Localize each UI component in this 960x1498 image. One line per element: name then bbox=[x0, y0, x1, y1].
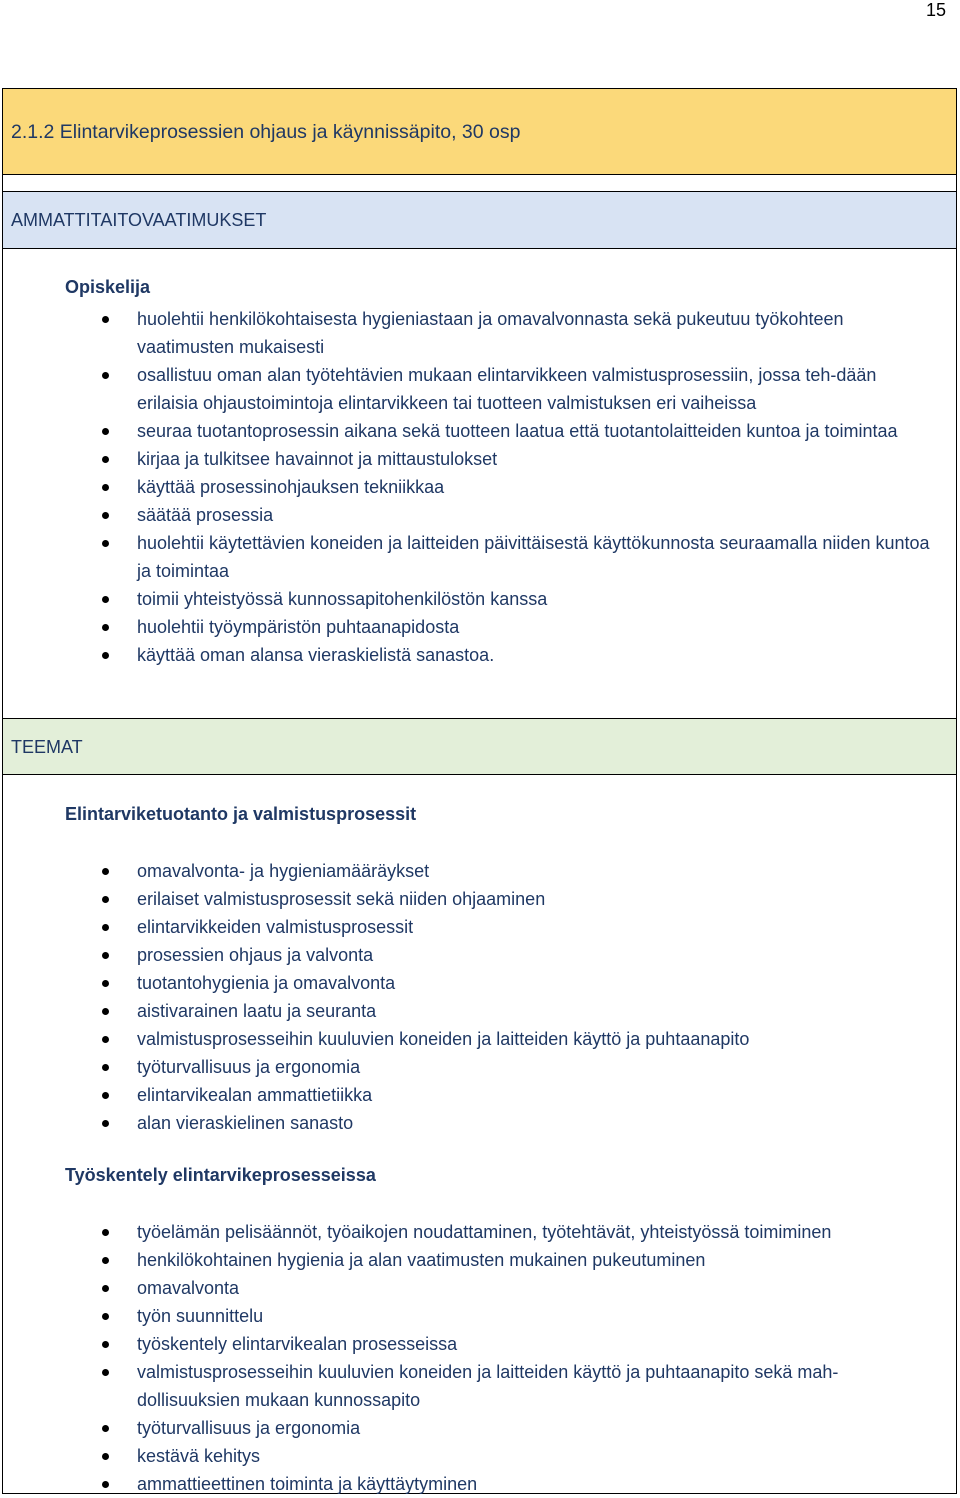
bullet-icon bbox=[102, 1229, 109, 1236]
theme-list bbox=[3, 857, 943, 1137]
list-item-text: tuotantohygienia ja omavalvonta bbox=[137, 973, 396, 993]
list-item-text: elintarvikkeiden valmistusprosessit bbox=[137, 917, 414, 937]
list-item bbox=[3, 501, 943, 529]
bullet-icon bbox=[102, 1064, 109, 1071]
skills-subject: Opiskelija bbox=[65, 277, 151, 297]
list-item-text: erilaiset valmistusprosessit sekä niiden ohjaaminen bbox=[137, 889, 546, 909]
list-item-text: huolehtii henkilökohtaisesta hygieniastaan ja omavalvonnasta sekä pukeutuu työkohteen vaatimusten mukaisesti bbox=[137, 309, 844, 357]
list-item bbox=[3, 1025, 943, 1053]
themes-header-row bbox=[3, 718, 956, 775]
list-item-text: aistivarainen laatu ja seuranta bbox=[137, 1001, 377, 1021]
list-item bbox=[3, 885, 943, 913]
bullet-icon bbox=[102, 428, 109, 435]
bullet-icon bbox=[102, 1481, 109, 1488]
list-item-text: elintarvikealan ammattietiikka bbox=[137, 1085, 373, 1105]
bullet-icon bbox=[102, 896, 109, 903]
theme-section-title: Elintarviketuotanto ja valmistusprosessit bbox=[65, 804, 417, 824]
bullet-icon bbox=[102, 924, 109, 931]
list-item-text: työturvallisuus ja ergonomia bbox=[137, 1418, 361, 1438]
list-item bbox=[3, 913, 943, 941]
list-item bbox=[3, 1109, 943, 1137]
bullet-icon bbox=[102, 484, 109, 491]
list-item-text: työn suunnittelu bbox=[137, 1306, 264, 1326]
module-title-row bbox=[3, 89, 956, 175]
list-item-text: säätää prosessia bbox=[137, 505, 274, 525]
page-number: 15 bbox=[925, 0, 946, 20]
bullet-icon bbox=[102, 952, 109, 959]
list-item-text: työturvallisuus ja ergonomia bbox=[137, 1057, 361, 1077]
list-item-text: käyttää oman alansa vieraskielistä sanastoa. bbox=[137, 645, 495, 665]
list-item-text: työelämän pelisäännöt, työaikojen noudattaminen, työtehtävät, yhteistyössä toimiminen bbox=[137, 1222, 832, 1242]
list-item-text: prosessien ohjaus ja valvonta bbox=[137, 945, 374, 965]
skills-header: AMMATTITAITOVAATIMUKSET bbox=[11, 210, 267, 230]
list-item bbox=[3, 857, 943, 885]
bullet-icon bbox=[102, 980, 109, 987]
skills-list bbox=[3, 305, 943, 669]
list-item bbox=[3, 1470, 943, 1498]
bullet-icon bbox=[102, 1369, 109, 1376]
list-item bbox=[3, 1414, 943, 1442]
list-item-text: valmistusprosesseihin kuuluvien koneiden ja laitteiden käyttö ja puhtaanapito sekä mah-dollisuuksien mukaan kunnossapito bbox=[137, 1362, 839, 1410]
list-item bbox=[3, 997, 943, 1025]
list-item-text: omavalvonta- ja hygieniamääräykset bbox=[137, 861, 430, 881]
list-item-text: käyttää prosessinohjauksen tekniikkaa bbox=[137, 477, 445, 497]
bullet-icon bbox=[102, 1120, 109, 1127]
bullet-icon bbox=[102, 456, 109, 463]
skills-header-row bbox=[3, 192, 956, 249]
list-item-text: omavalvonta bbox=[137, 1278, 240, 1298]
list-item bbox=[3, 473, 943, 501]
list-item bbox=[3, 585, 943, 613]
theme-list bbox=[3, 1218, 943, 1498]
bullet-icon bbox=[102, 1313, 109, 1320]
list-item bbox=[3, 1442, 943, 1470]
list-item bbox=[3, 361, 943, 417]
bullet-icon bbox=[102, 540, 109, 547]
bullet-icon bbox=[102, 868, 109, 875]
bullet-icon bbox=[102, 512, 109, 519]
bullet-icon bbox=[102, 596, 109, 603]
list-item bbox=[3, 1053, 943, 1081]
module-table bbox=[2, 88, 957, 1494]
list-item bbox=[3, 969, 943, 997]
bullet-icon bbox=[102, 1425, 109, 1432]
bullet-icon bbox=[102, 1008, 109, 1015]
list-item bbox=[3, 1358, 943, 1414]
themes-header: TEEMAT bbox=[11, 737, 83, 757]
bullet-icon bbox=[102, 1285, 109, 1292]
list-item bbox=[3, 1246, 943, 1274]
spacer-row bbox=[3, 175, 956, 192]
list-item-text: ammattieettinen toiminta ja käyttäytyminen bbox=[137, 1474, 478, 1494]
bullet-icon bbox=[102, 1341, 109, 1348]
list-item bbox=[3, 1274, 943, 1302]
list-item bbox=[3, 1081, 943, 1109]
list-item-text: osallistuu oman alan työtehtävien mukaan elintarvikkeen valmistusprosessiin, jossa teh-dään erilaisia ohjaustoimintoja elintarvikkeen tai tuotteen valmistuksen eri vaiheissa bbox=[137, 365, 877, 413]
module-title: 2.1.2 Elintarvikeprosessien ohjaus ja käynnissäpito, 30 osp bbox=[11, 121, 521, 143]
list-item-text: huolehtii käytettävien koneiden ja laitteiden päivittäisestä käyttökunnosta seuraamalla niiden kuntoa ja toimintaa bbox=[137, 533, 930, 581]
list-item bbox=[3, 1330, 943, 1358]
list-item bbox=[3, 305, 943, 361]
list-item bbox=[3, 1302, 943, 1330]
list-item bbox=[3, 613, 943, 641]
bullet-icon bbox=[102, 1092, 109, 1099]
bullet-icon bbox=[102, 1257, 109, 1264]
list-item bbox=[3, 445, 943, 473]
bullet-icon bbox=[102, 372, 109, 379]
list-item-text: huolehtii työympäristön puhtaanapidosta bbox=[137, 617, 460, 637]
bullet-icon bbox=[102, 624, 109, 631]
bullet-icon bbox=[102, 1453, 109, 1460]
list-item-text: valmistusprosesseihin kuuluvien koneiden ja laitteiden käyttö ja puhtaanapito bbox=[137, 1029, 750, 1049]
bullet-icon bbox=[102, 316, 109, 323]
list-item bbox=[3, 417, 943, 445]
bullet-icon bbox=[102, 652, 109, 659]
list-item-text: seuraa tuotantoprosessin aikana sekä tuotteen laatua että tuotantolaitteiden kuntoa ja toimintaa bbox=[137, 421, 898, 441]
list-item-text: työskentely elintarvikealan prosesseissa bbox=[137, 1334, 458, 1354]
list-item bbox=[3, 641, 943, 669]
list-item bbox=[3, 941, 943, 969]
list-item bbox=[3, 529, 943, 585]
list-item-text: alan vieraskielinen sanasto bbox=[137, 1113, 354, 1133]
list-item-text: toimii yhteistyössä kunnossapitohenkilöstön kanssa bbox=[137, 589, 548, 609]
list-item-text: kirjaa ja tulkitsee havainnot ja mittaustulokset bbox=[137, 449, 498, 469]
bullet-icon bbox=[102, 1036, 109, 1043]
theme-section-title: Työskentely elintarvikeprosesseissa bbox=[65, 1165, 376, 1185]
list-item bbox=[3, 1218, 943, 1246]
list-item-text: kestävä kehitys bbox=[137, 1446, 261, 1466]
list-item-text: henkilökohtainen hygienia ja alan vaatimusten mukainen pukeutuminen bbox=[137, 1250, 706, 1270]
